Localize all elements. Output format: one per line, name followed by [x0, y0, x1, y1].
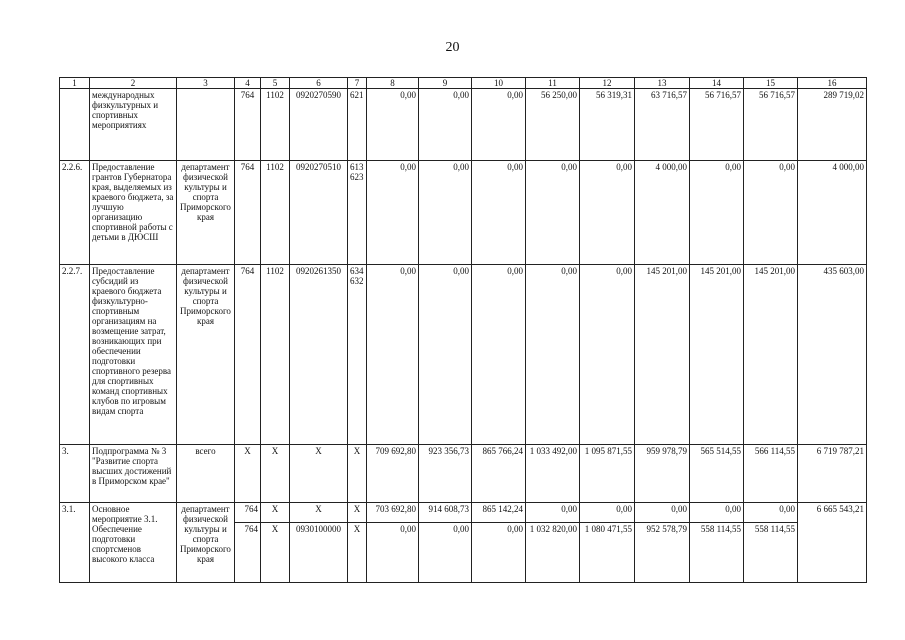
value-cell: 0,00	[744, 161, 798, 265]
row-number: 3.	[60, 445, 90, 503]
table-row	[60, 265, 867, 445]
value-cell: 56 716,57	[690, 89, 744, 161]
row-csr: 0920270510	[290, 161, 348, 265]
header-cell: 8	[367, 78, 419, 89]
value-cell: 145 201,00	[744, 265, 798, 445]
value-cell: 0,00	[472, 89, 526, 161]
row-grbs: 764	[235, 265, 261, 445]
header-cell: 1	[60, 78, 90, 89]
value-cell: 558 114,55	[690, 523, 744, 583]
budget-table	[59, 77, 867, 583]
value-cell: 0,00	[690, 161, 744, 265]
value-cell: 1 033 492,00	[526, 445, 580, 503]
value-cell: 703 692,80	[367, 503, 419, 523]
row-grbs: 764	[235, 503, 261, 523]
header-cell: 9	[419, 78, 472, 89]
row-org	[177, 89, 235, 161]
value-cell: 923 356,73	[419, 445, 472, 503]
value-cell: 0,00	[580, 161, 635, 265]
value-cell: 865 142,24	[472, 503, 526, 523]
header-cell: 11	[526, 78, 580, 89]
row-csr: 0920270590	[290, 89, 348, 161]
header-cell: 12	[580, 78, 635, 89]
value-cell: 0,00	[580, 265, 635, 445]
value-cell: 0,00	[580, 503, 635, 523]
header-cell: 5	[261, 78, 290, 89]
table-row	[60, 89, 867, 161]
value-cell: 914 608,73	[419, 503, 472, 523]
row-vr: X	[348, 445, 367, 503]
header-cell: 4	[235, 78, 261, 89]
value-cell: 558 114,55	[744, 523, 798, 583]
row-grbs: X	[235, 445, 261, 503]
value-cell: 56 716,57	[744, 89, 798, 161]
value-cell: 0,00	[367, 89, 419, 161]
row-number: 2.2.7.	[60, 265, 90, 445]
table-row	[60, 161, 867, 265]
value-cell: 959 978,79	[635, 445, 690, 503]
page-number: 20	[445, 40, 460, 55]
row-vr: 621	[348, 89, 367, 161]
row-csr: X	[290, 503, 348, 523]
row-org: департамент физической культуры и спорта Приморского края	[177, 161, 235, 265]
value-cell: 145 201,00	[635, 265, 690, 445]
row-number	[60, 89, 90, 161]
header-cell: 14	[690, 78, 744, 89]
value-cell: 566 114,55	[744, 445, 798, 503]
value-cell: 1 095 871,55	[580, 445, 635, 503]
row-org: департамент физической культуры и спорта Приморского края	[177, 503, 235, 583]
header-cell: 6	[290, 78, 348, 89]
value-cell: 56 319,31	[580, 89, 635, 161]
total-cell: 435 603,00	[798, 265, 867, 445]
value-cell: 565 514,55	[690, 445, 744, 503]
total-cell: 6 719 787,21	[798, 445, 867, 503]
value-cell: 56 250,00	[526, 89, 580, 161]
row-name: международных физкультурных и спортивных мероприятиях	[90, 89, 177, 161]
row-rzpr: X	[261, 523, 290, 583]
row-name: Предоставление субсидий из краевого бюджета физкультурно-спортивным организациям на возмещение затрат, возникающих при обеспечении подготовки спортивного резерва для спортивных команд спортивных клубов по игровым видам спорта	[90, 265, 177, 445]
value-cell: 63 716,57	[635, 89, 690, 161]
header-cell: 13	[635, 78, 690, 89]
table-row	[60, 445, 867, 503]
value-cell: 0,00	[367, 161, 419, 265]
row-rzpr: 1102	[261, 89, 290, 161]
header-cell: 10	[472, 78, 526, 89]
value-cell: 145 201,00	[690, 265, 744, 445]
header-cell: 2	[90, 78, 177, 89]
value-cell: 0,00	[472, 523, 526, 583]
row-name: Основное мероприятие 3.1. Обеспечение подготовки спортсменов высокого класса	[90, 503, 177, 583]
value-cell: 0,00	[526, 265, 580, 445]
value-cell: 865 766,24	[472, 445, 526, 503]
total-cell: 4 000,00	[798, 161, 867, 265]
row-org: всего	[177, 445, 235, 503]
row-vr: 613 623	[348, 161, 367, 265]
value-cell: 0,00	[367, 523, 419, 583]
table-row	[60, 503, 867, 523]
value-cell: 0,00	[635, 503, 690, 523]
row-vr: X	[348, 523, 367, 583]
row-grbs: 764	[235, 89, 261, 161]
row-vr: 634 632	[348, 265, 367, 445]
row-rzpr: X	[261, 503, 290, 523]
value-cell: 0,00	[472, 161, 526, 265]
header-row	[60, 78, 867, 89]
row-csr: 0930100000	[290, 523, 348, 583]
value-cell: 0,00	[472, 265, 526, 445]
value-cell: 4 000,00	[635, 161, 690, 265]
row-rzpr: 1102	[261, 265, 290, 445]
row-vr: X	[348, 503, 367, 523]
value-cell: 0,00	[419, 161, 472, 265]
row-csr: X	[290, 445, 348, 503]
value-cell: 0,00	[690, 503, 744, 523]
value-cell: 1 032 820,00	[526, 523, 580, 583]
row-number: 2.2.6.	[60, 161, 90, 265]
value-cell: 1 080 471,55	[580, 523, 635, 583]
header-cell: 7	[348, 78, 367, 89]
value-cell: 952 578,79	[635, 523, 690, 583]
value-cell: 0,00	[526, 503, 580, 523]
row-csr: 0920261350	[290, 265, 348, 445]
row-number: 3.1.	[60, 503, 90, 583]
value-cell: 0,00	[419, 265, 472, 445]
row-grbs: 764	[235, 523, 261, 583]
value-cell: 0,00	[419, 89, 472, 161]
value-cell: 0,00	[744, 503, 798, 523]
value-cell: 709 692,80	[367, 445, 419, 503]
total-cell: 6 665 543,21	[798, 503, 867, 583]
header-cell: 16	[798, 78, 867, 89]
row-rzpr: 1102	[261, 161, 290, 265]
row-rzpr: X	[261, 445, 290, 503]
header-cell: 15	[744, 78, 798, 89]
header-cell: 3	[177, 78, 235, 89]
value-cell: 0,00	[419, 523, 472, 583]
row-grbs: 764	[235, 161, 261, 265]
total-cell: 289 719,02	[798, 89, 867, 161]
row-name: Предоставление грантов Губернатора края, выделяемых из краевого бюджета, за лучшую организацию спортивной работы с детьми в ДЮСШ	[90, 161, 177, 265]
value-cell: 0,00	[367, 265, 419, 445]
row-org: департамент физической культуры и спорта Приморского края	[177, 265, 235, 445]
row-name: Подпрограмма № 3 "Развитие спорта высших достижений в Приморском крае"	[90, 445, 177, 503]
value-cell: 0,00	[526, 161, 580, 265]
